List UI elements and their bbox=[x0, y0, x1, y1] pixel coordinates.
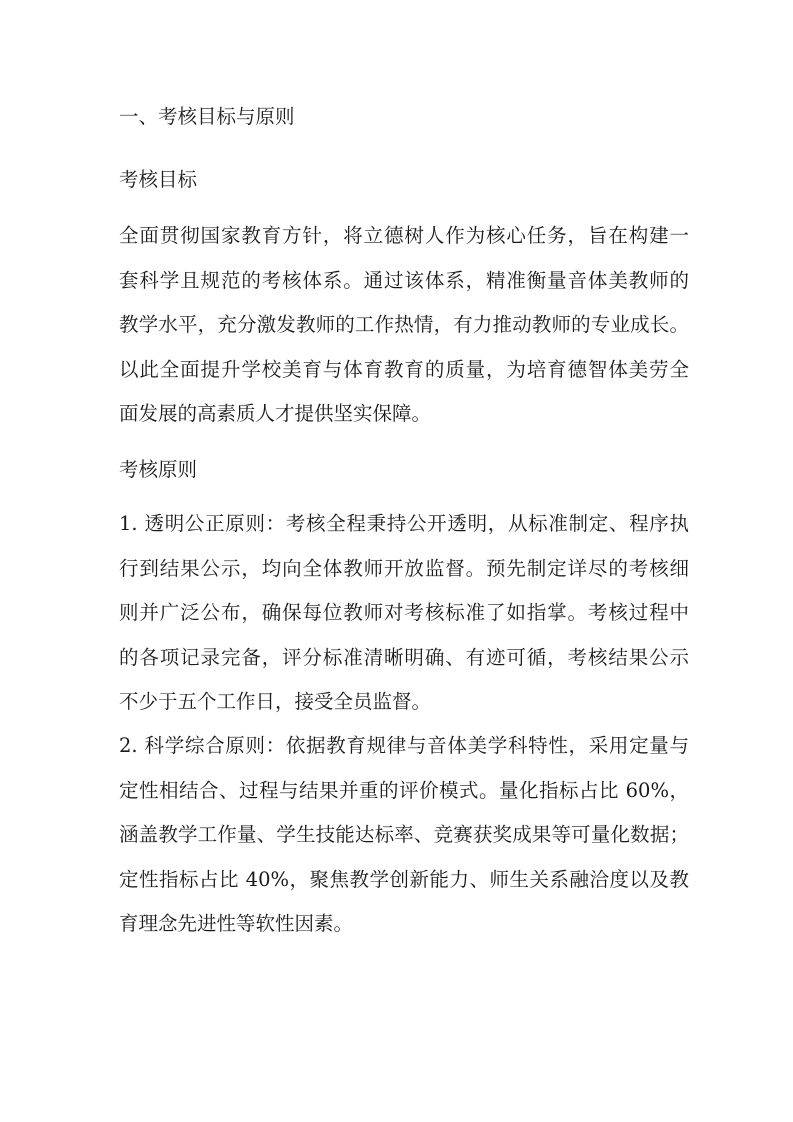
text-line: 涵盖教学工作量、学生技能达标率、竞赛获奖成果等可量化数据； bbox=[119, 823, 689, 846]
goal-heading: 考核目标 bbox=[119, 168, 198, 191]
text-line: 2. 科学综合原则：依据教育规律与音体美学科特性，采用定量与 bbox=[119, 734, 689, 757]
text-line: 套科学且规范的考核体系。通过该体系，精准衡量音体美教师的 bbox=[119, 268, 689, 292]
goal-paragraph bbox=[119, 214, 689, 437]
text-line: 教学水平，充分激发教师的工作热情，有力推动教师的专业成长。 bbox=[119, 313, 689, 336]
text-line: 则并广泛公布，确保每位教师对考核标准了如指掌。考核过程中 bbox=[119, 601, 689, 624]
text-line: 行到结果公示，均向全体教师开放监督。预先制定详尽的考核细 bbox=[119, 556, 689, 580]
text-line: 全面贯彻国家教育方针，将立德树人作为核心任务，旨在构建一 bbox=[119, 224, 689, 247]
principle-1-paragraph bbox=[119, 502, 689, 725]
principles-heading: 考核原则 bbox=[119, 458, 198, 481]
text-line: 的各项记录完备，评分标准清晰明确、有迹可循，考核结果公示 bbox=[119, 645, 689, 669]
text-line: 定性指标占比 40%，聚焦教学创新能力、师生关系融洽度以及教 bbox=[119, 867, 689, 891]
text-line: 以此全面提升学校美育与体育教育的质量，为培育德智体美劳全 bbox=[119, 357, 689, 381]
text-line: 不少于五个工作日，接受全员监督。 bbox=[119, 690, 432, 713]
text-line: 面发展的高素质人才提供坚实保障。 bbox=[119, 402, 432, 425]
section-title: 一、考核目标与原则 bbox=[119, 105, 295, 128]
principle-2-paragraph bbox=[119, 724, 689, 947]
text-line: 1. 透明公正原则：考核全程秉持公开透明，从标准制定、程序执 bbox=[119, 512, 689, 535]
text-line: 定性相结合、过程与结果并重的评价模式。量化指标占比 60%， bbox=[119, 778, 689, 802]
text-line: 育理念先进性等软性因素。 bbox=[119, 912, 354, 935]
